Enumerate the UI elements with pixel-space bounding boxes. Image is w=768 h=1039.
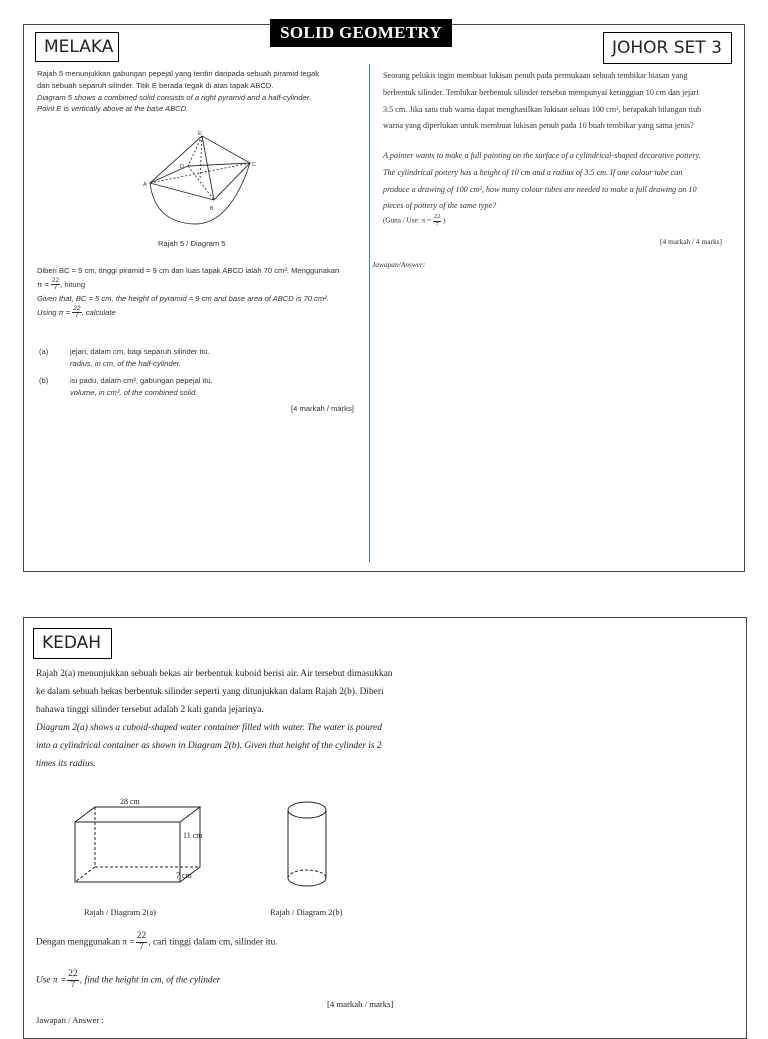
part-a-label: (a) (39, 347, 49, 356)
part-a-my: jejari, dalam cm, bagi separuh silinder itu. (70, 347, 210, 356)
edge-ec (202, 136, 250, 163)
kedah-my-line-1: Rajah 2(a) menunjukkan sebuah bekas air berbentuk kuboid berisi air. Air tersebut dimasukkan (36, 669, 393, 679)
cuboid-width-label: 7 cm (176, 871, 192, 880)
part-a (70, 346, 360, 370)
diagram-label-e: E (198, 131, 202, 137)
melaka-intro-my-2: dan sebuah separuh silinder. Titik E berada tegak di atas tapak ABCD. (37, 80, 274, 90)
kedah-answer-label: Jawapan / Answer : (36, 1015, 104, 1025)
cylinder-top (288, 802, 326, 818)
melaka-pi-line-my: π = $\frac{22}{7}$ , hitung (37, 276, 86, 292)
johor-my-line-4: warna yang diperlukan untuk membuat lukisan penuh pada 10 buah tembikar yang sama jenis? (383, 121, 694, 131)
diagram-label-c: C (252, 162, 256, 168)
pi-fraction: $\frac{22}{7}$ (51, 276, 60, 292)
caption-diagram-2b: Rajah / Diagram 2(b) (270, 907, 343, 917)
pyramid-height (200, 136, 202, 180)
page-title: SOLID GEOMETRY (270, 19, 452, 47)
kedah-my-line-2: ke dalam sebuah bekas berbentuk silinder seperti yang ditunjukkan dalam Rajah 2(b). Diberi (36, 686, 384, 697)
pi-fraction: $\frac{22}{7}$ (433, 213, 441, 228)
pi-fraction: $\frac{22}{7}$ (136, 931, 147, 952)
johor-en-line-2: The cylindrical pottery has a height of 10 cm and a radius of 3.5 cm. If one colour tube can (383, 167, 683, 177)
diagram-label-d: D (180, 164, 184, 170)
melaka-intro-my-1: Rajah 5 menunjukkan gabungan pepejal yang terdiri daripada sebuah piramid tegak (37, 69, 320, 78)
cuboid-hidden-left (75, 807, 95, 882)
diagram-label-a: A (143, 182, 147, 188)
johor-my-line-3: 3.5 cm. Jika satu tiub warna dapat menghasilkan lukisan seluas 100 cm², berapakah bilangan tiub (383, 104, 702, 114)
kedah-marks: [4 markah / marks] (327, 999, 394, 1009)
melaka-given-my: Diberi BC = 5 cm, tinggi piramid = 9 cm dan luas tapak ABCD ialah 70 cm². Menggunakan (37, 266, 340, 275)
pyramid-half-cylinder-diagram (140, 128, 280, 230)
cuboid-height-label: 11 cm (183, 831, 203, 840)
melaka-given-en: Given that, BC = 5 cm, the height of pyramid = 9 cm and base area of ABCD is 70 cm². (37, 293, 329, 303)
diagram-base (150, 163, 250, 200)
kedah-question-line-en: Use π = $\frac{22}{7}$ , find the height in cm, of the cylinder (36, 969, 221, 990)
kedah-en-line-1: Diagram 2(a) shows a cuboid-shaped water container filled with water. The water is poured (36, 723, 382, 733)
cuboid-length-label: 28 cm (120, 797, 140, 806)
edge-eb (202, 136, 214, 200)
melaka-intro-en-2: Point E is vertically above at the base ABCD. (37, 104, 189, 114)
johor-my-line-2: berbentuk silinder. Tembikar berbentuk silinder tersebut mempunyai ketinggian 10 cm dan jejari (383, 87, 699, 97)
melaka-pi-line-en: Using π = $\frac{22}{7}$ , calculate (37, 304, 116, 320)
johor-pi-note: (Guna / Use: π = $\frac{22}{7}$ ) (383, 213, 446, 228)
kedah-en-line-3: times its radius. (36, 758, 96, 769)
part-b (70, 375, 360, 399)
johor-question-en (383, 148, 739, 215)
cuboid-top (75, 807, 200, 822)
kedah-en-line-2: into a cylindrical container as shown in Diagram 2(b). Given that height of the cylinder is 2 (36, 740, 382, 751)
part-b-my: isi padu, dalam cm³, gabungan pepejal itu. (70, 376, 213, 385)
cuboid-diagram (60, 795, 220, 905)
cuboid-front (75, 822, 180, 882)
johor-en-line-1: A painter wants to make a full painting on the surface of a cylindrical-shaped decorative pottery. (383, 151, 701, 160)
melaka-marks: [4 markah / marks] (291, 404, 354, 413)
johor-answer-label: Jawapan/Answer: (372, 260, 426, 269)
melaka-intro-en-1: Diagram 5 shows a combined solid consists of a right pyramid and a half-cylinder. (37, 92, 312, 102)
johor-marks: [4 markah / 4 marks] (660, 237, 722, 246)
melaka-intro (37, 68, 367, 115)
cylinder-bottom-back (288, 870, 326, 878)
johor-en-line-4: pieces of pottery of the same type? (383, 201, 497, 211)
diagram-label-b: B (210, 206, 214, 212)
kedah-question-en (36, 720, 406, 774)
johor-my-line-1: Seorang pelukis ingin membuat lukisan penuh pada permukaan sebuah tembikar hiasan yang (383, 71, 688, 80)
kedah-label: KEDAH (33, 628, 112, 659)
johor-label: JOHOR SET 3 (603, 32, 732, 64)
pi-fraction: $\frac{22}{7}$ (73, 304, 81, 320)
melaka-label: MELAKA (35, 32, 119, 62)
melaka-diagram-caption: Rajah 5 / Diagram 5 (158, 239, 226, 248)
johor-question-my (383, 68, 739, 135)
pi-fraction: $\frac{22}{7}$ (68, 969, 78, 990)
cylinder-bottom-front (288, 878, 326, 886)
part-b-label: (b) (39, 376, 49, 385)
column-divider (369, 64, 370, 562)
kedah-question-my (36, 666, 406, 720)
kedah-my-line-3: bahawa tinggi silinder tersebut adalah 2 kali ganda jejarinya. (36, 704, 264, 715)
edge-ed (188, 136, 202, 166)
edge-ea (150, 136, 202, 183)
melaka-given (37, 265, 367, 320)
caption-diagram-2a: Rajah / Diagram 2(a) (84, 907, 156, 917)
part-b-en: volume, in cm³, of the combined solid. (70, 387, 198, 397)
kedah-question-line-my: Dengan menggunakan π = $\frac{22}{7}$ , cari tinggi dalam cm, silinder itu. (36, 931, 278, 952)
johor-en-line-3: produce a drawing of 100 cm², how many colour tubes are needed to make a full drawing on 10 (383, 184, 697, 194)
part-a-en: radius, in cm, of the half-cylinder. (70, 358, 182, 368)
cylinder-diagram (280, 798, 340, 893)
